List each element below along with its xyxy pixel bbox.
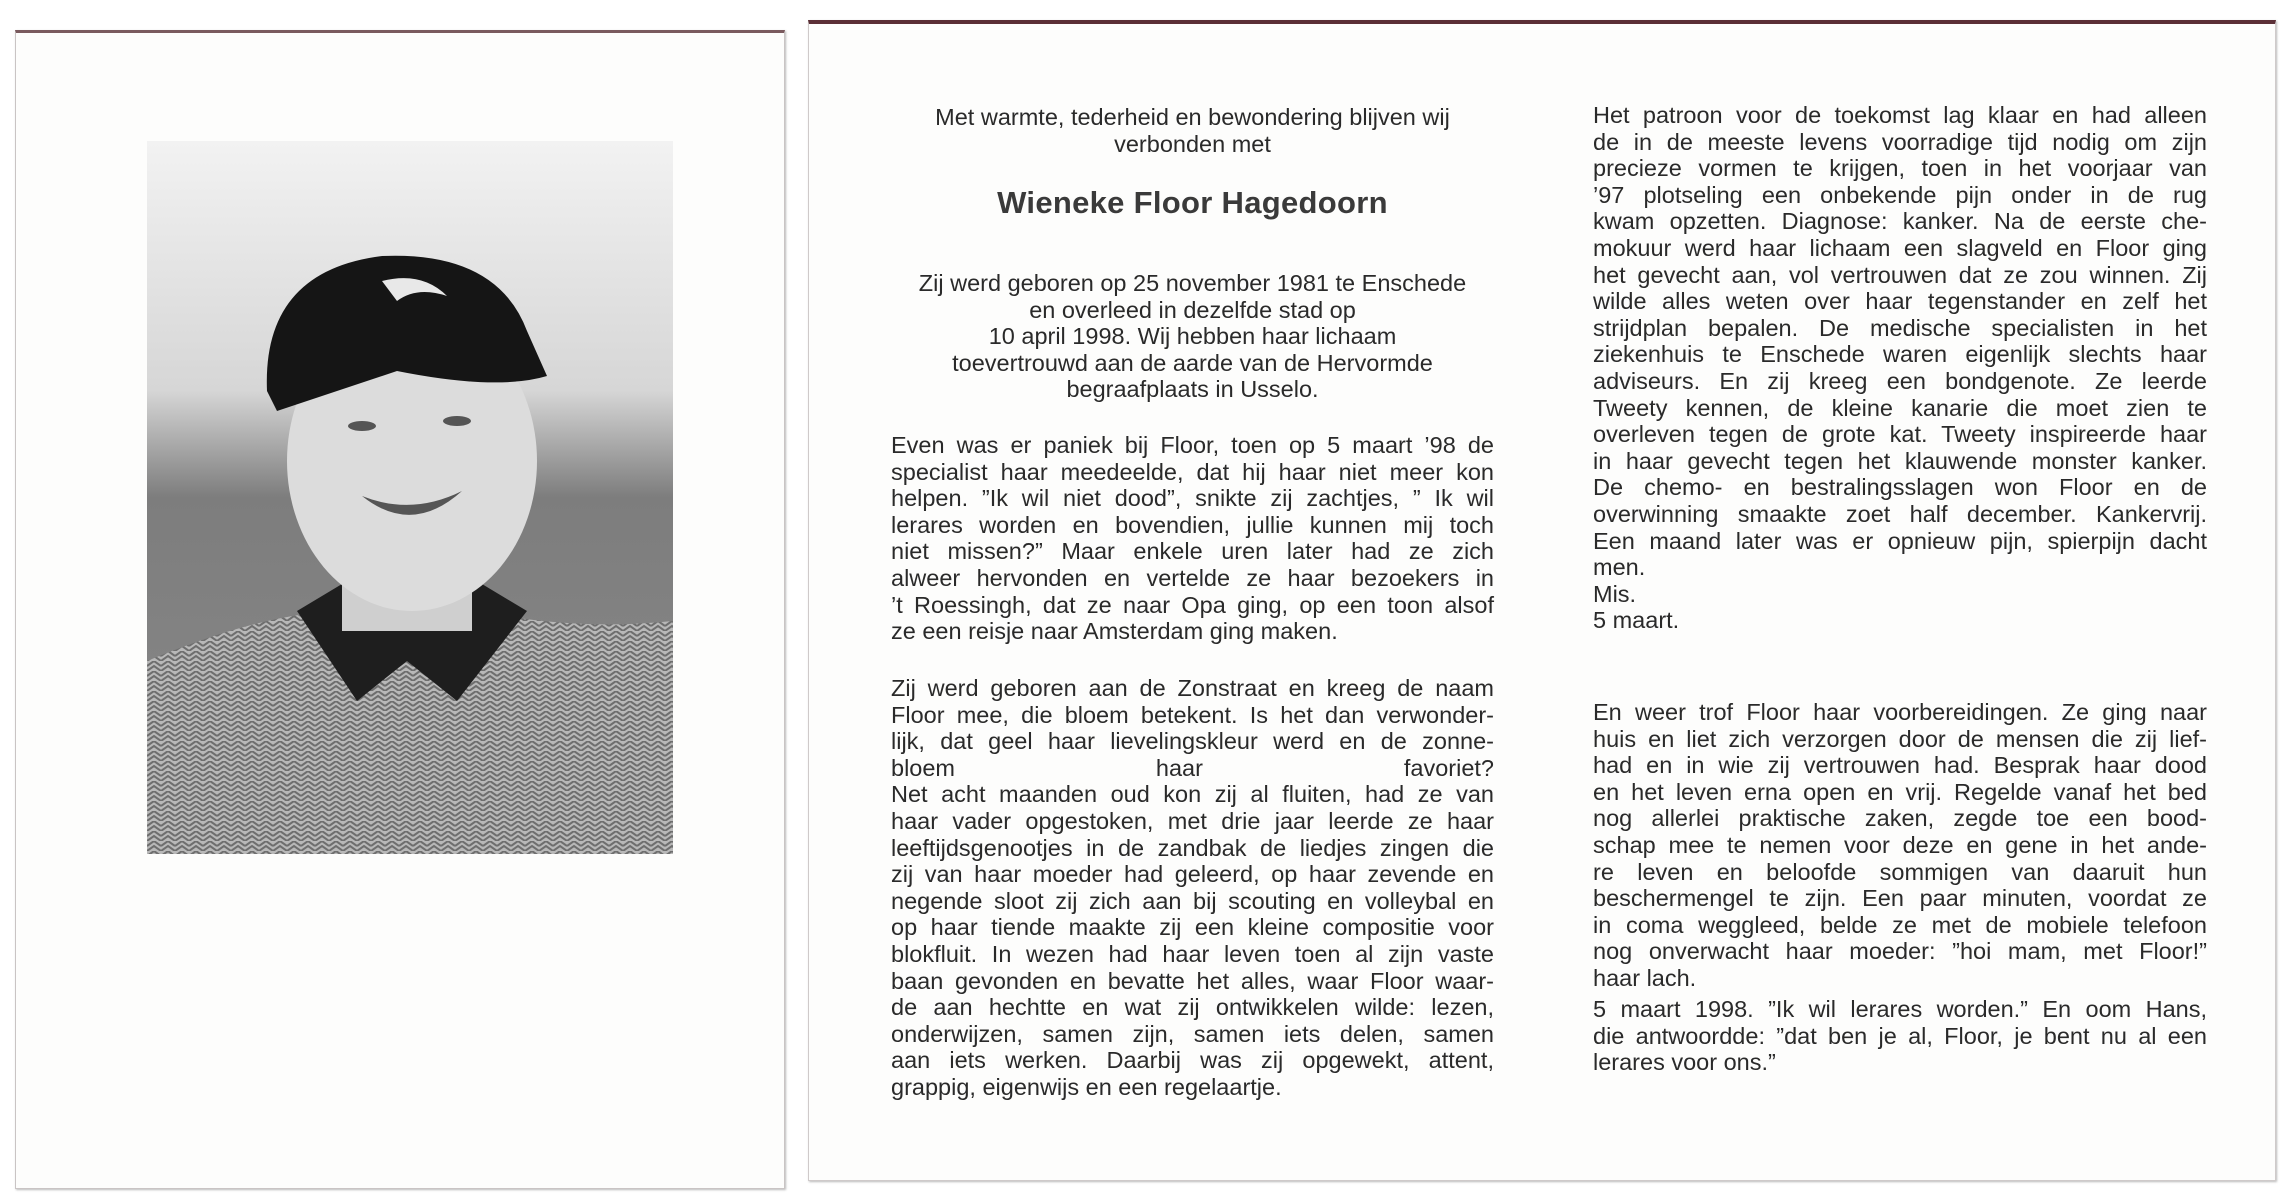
text-line: niet missen?” Maar enkele uren later had ze zich — [891, 538, 1494, 565]
text-line: leeftijdsgenootjes in de zandbak de liedjes zingen die — [891, 834, 1494, 861]
text-line: overwinning smaakte zoet half december. Kankervrij. — [1593, 500, 2207, 527]
text-line: haar vader opgestoken, met drie jaar leerde ze haar — [891, 807, 1494, 834]
text-line: Floor mee, die bloem betekent. Is het dan verwonder- — [891, 701, 1494, 728]
text-line: zij van haar moeder had geleerd, op haar zevende en — [891, 861, 1494, 888]
text-line: De chemo- en bestralingsslagen won Floor en de — [1593, 474, 2207, 501]
text-line: wilde alles weten over haar tegenstander en zelf het — [1593, 288, 2207, 315]
text-line: toevertrouwd aan de aarde van de Hervormde — [952, 349, 1433, 376]
birth-death-text — [891, 270, 1494, 403]
right-card-panel — [808, 20, 2276, 1181]
text-line: Zij werd geboren aan de Zonstraat en kreeg de naam — [891, 675, 1494, 701]
text-line: negende sloot zij zich aan bij scouting en volleybal en — [891, 887, 1494, 914]
text-line: beschermengel te zijn. Een paar minuten, voordat ze — [1593, 885, 2207, 912]
text-line: precieze vormen te krijgen, toen in het voorjaar van — [1593, 155, 2207, 182]
text-line: ze een reisje naar Amsterdam ging maken. — [891, 618, 1338, 645]
text-line: strijdplan bepalen. De medische specialisten in het — [1593, 314, 2207, 341]
text-line: het gevecht aan, vol vertrouwen dat ze zou winnen. Zij — [1593, 261, 2207, 288]
text-line: 5 maart 1998. ”Ik wil lerares worden.” En oom Hans, — [1593, 996, 2207, 1022]
text-line: baan gevonden en bevatte het alles, waar Floor waar- — [891, 967, 1494, 994]
text-line: de aan hechtte en wat zij ontwikkelen wilde: lezen, — [891, 994, 1494, 1021]
text-line: Een maand later was er opnieuw pijn, spierpijn dacht — [1593, 527, 2207, 554]
text-line: Mis. — [1593, 580, 1637, 607]
text-line: 5 maart. — [1593, 607, 1680, 634]
deceased-name: Wieneke Floor Hagedoorn — [997, 185, 1388, 220]
text-line: blokfluit. In wezen had haar leven toen al zijn vaste — [891, 940, 1494, 967]
text-line: grappig, eigenwijs en een regelaartje. — [891, 1073, 1282, 1100]
text-line: Met warmte, tederheid en bewondering blijven wij — [935, 104, 1450, 130]
text-line: Het patroon voor de toekomst lag klaar en had alleen — [1593, 102, 2207, 128]
text-line: Zij werd geboren op 25 november 1981 te Enschede — [918, 270, 1467, 296]
text-line: haar lach. — [1593, 964, 1697, 991]
text-line: specialist haar meedeelde, dat hij haar niet meer kon — [891, 458, 1494, 485]
portrait-illustration — [147, 141, 673, 854]
text-line: nog onverwacht haar moeder: ”hoi mam, met Floor!” — [1593, 938, 2207, 965]
text-line: Tweety kennen, de kleine kanarie die moet zien te — [1593, 394, 2207, 421]
text-line: begraafplaats in Usselo. — [1066, 376, 1319, 403]
text-line: ’97 plotseling een onbekende pijn onder in de rug — [1593, 181, 2207, 208]
text-line: mokuur werd haar lichaam een slagveld en Floor ging — [1593, 234, 2207, 261]
text-line: lerares voor ons.” — [1593, 1049, 1776, 1076]
text-line: En weer trof Floor haar voorbereidingen. Ze ging naar — [1593, 699, 2207, 725]
text-line: men. — [1593, 554, 1646, 581]
text-line: onderwijzen, samen zijn, samen iets delen, samen — [891, 1020, 1494, 1047]
right-paragraph — [1593, 699, 2207, 992]
middle-paragraph — [891, 432, 1494, 645]
text-line: verbonden met — [1114, 130, 1271, 157]
text-line: re leven en beloofde sommigen van daaruit hun — [1593, 858, 2207, 885]
text-line: alweer hervonden en vertelde ze haar bezoekers in — [891, 564, 1494, 591]
text-line: de in de meeste levens voorradige tijd nodig om zijn — [1593, 128, 2207, 155]
text-line: had en in wie zij vertrouwen had. Besprak haar dood — [1593, 752, 2207, 779]
text-line: aan iets werken. Daarbij was zij opgewekt, attent, — [891, 1047, 1494, 1074]
right-paragraph — [1593, 996, 2207, 1076]
text-line: Net acht maanden oud kon zij al fluiten, had ze van — [891, 781, 1494, 808]
text-line: op haar tiende maakte zij een kleine compositie voor — [891, 914, 1494, 941]
text-line: schap mee te nemen voor deze en gene in het ande- — [1593, 831, 2207, 858]
intro-text — [891, 104, 1494, 157]
text-line: overleven tegen de grote kat. Tweety inspireerde haar — [1593, 421, 2207, 448]
text-line: huis en liet zich verzorgen door de mensen die zij lief- — [1593, 725, 2207, 752]
left-card-panel — [15, 30, 785, 1189]
text-line: 10 april 1998. Wij hebben haar lichaam — [988, 323, 1397, 350]
text-line: en overleed in dezelfde stad op — [1029, 296, 1356, 323]
text-line: in haar gevecht tegen het klauwende monster kanker. — [1593, 447, 2207, 474]
text-line: adviseurs. En zij kreeg een bondgenote. Ze leerde — [1593, 367, 2207, 394]
text-line: nog allerlei praktische zaken, zegde toe een bood- — [1593, 805, 2207, 832]
text-line: bloem haar favoriet? — [891, 754, 1494, 781]
right-paragraph — [1593, 102, 2207, 634]
middle-paragraph — [891, 675, 1494, 1101]
text-line: lijk, dat geel haar lievelingskleur werd en de zonne- — [891, 728, 1494, 755]
text-line: ’t Roessingh, dat ze naar Opa ging, op een toon alsof — [891, 591, 1494, 618]
text-line: ziekenhuis te Enschede waren eigenlijk slechts haar — [1593, 341, 2207, 368]
portrait-photo — [147, 141, 673, 854]
text-line: en het leven erna open en vrij. Regelde vanaf het bed — [1593, 778, 2207, 805]
text-line: kwam opzetten. Diagnose: kanker. Na de eerste che- — [1593, 208, 2207, 235]
text-line: helpen. ”Ik wil niet dood”, snikte zij zachtjes, ” Ik wil — [891, 485, 1494, 512]
text-line: in coma weggleed, belde ze met de mobiele telefoon — [1593, 911, 2207, 938]
text-line: Even was er paniek bij Floor, toen op 5 maart ’98 de — [891, 432, 1494, 458]
text-line: die antwoordde: ”dat ben je al, Floor, je bent nu al een — [1593, 1022, 2207, 1049]
text-line: lerares worden en bovendien, jullie kunnen mij toch — [891, 511, 1494, 538]
